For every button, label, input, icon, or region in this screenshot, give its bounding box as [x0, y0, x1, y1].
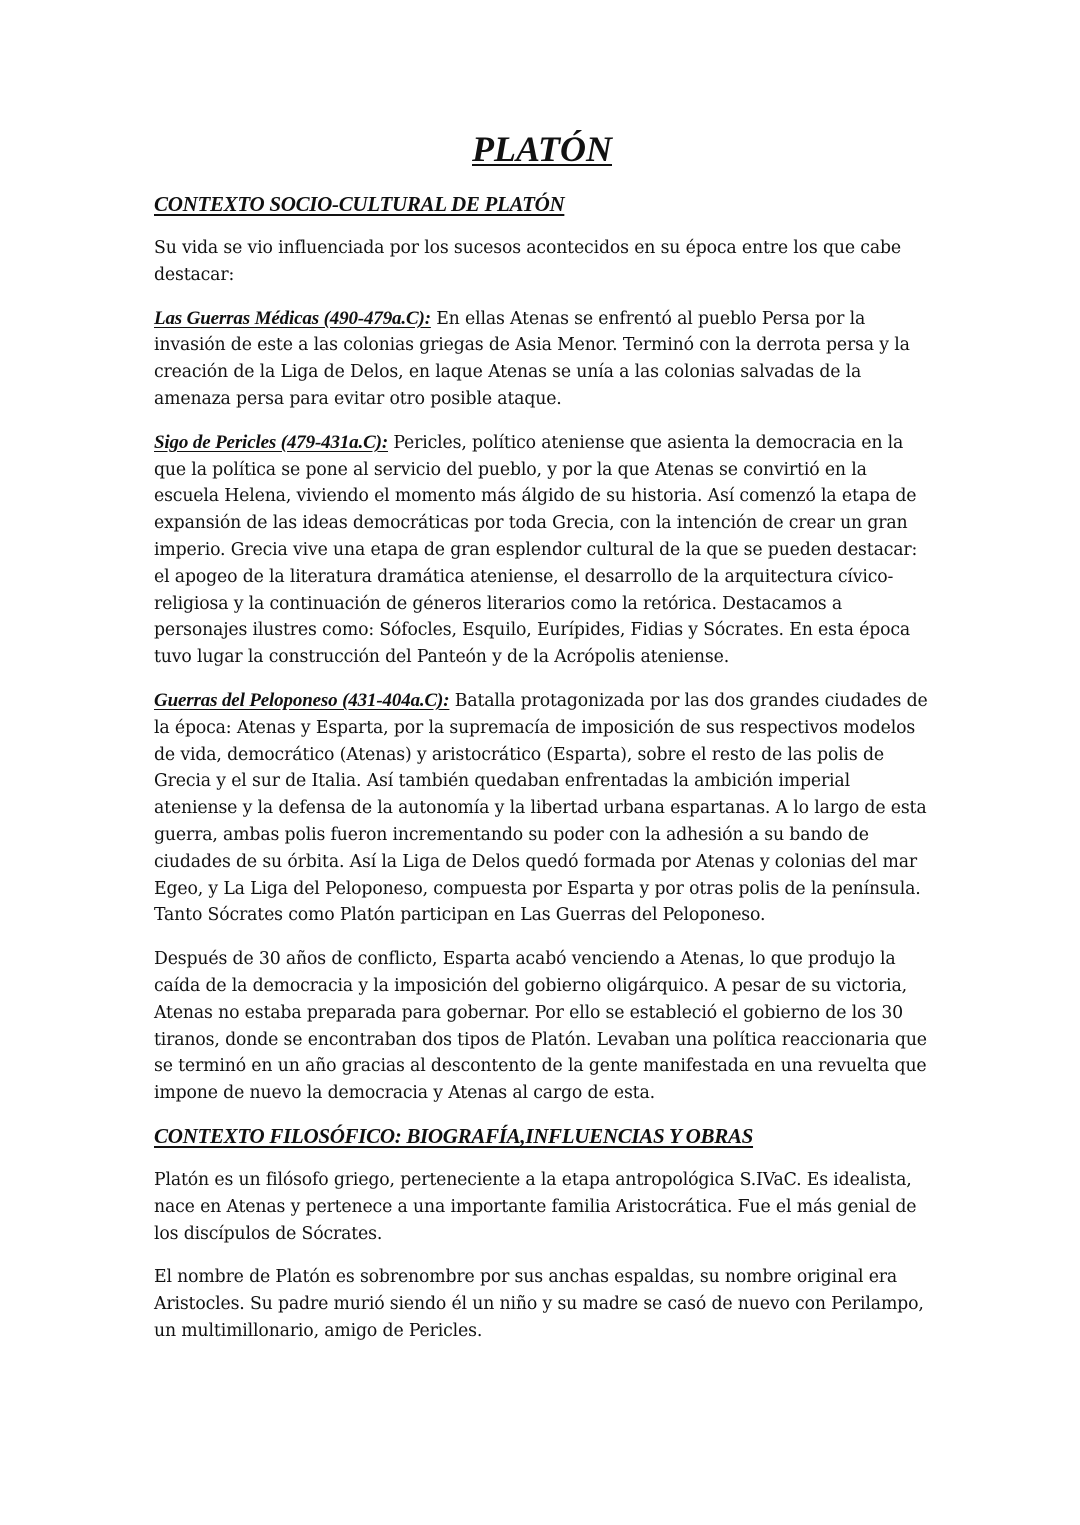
paragraph-peloponeso: [154, 688, 930, 929]
lead-peloponeso: Guerras del Peloponeso (431-404a.C):: [154, 689, 450, 711]
lead-pericles: Sigo de Pericles (479-431a.C):: [154, 431, 389, 453]
section-heading-filosofico: CONTEXTO FILOSÓFICO: BIOGRAFÍA,INFLUENCIAS Y OBRAS: [154, 1123, 754, 1148]
text-guerras-medicas: En ellas Atenas se enfrentó al pueblo Persa por la invasión de este a las colonias griegas de Asia Menor. Terminó con la derrota persa y la creación de la Liga de Delos, en laque Atenas se unía a las colonias salvadas de la amenaza persa para evitar otro posible ataque.: [154, 308, 910, 409]
text-pericles: Pericles, político ateniense que asienta la democracia en la que la política se pone al servicio del pueblo, y por la que Atenas se convirtió en la escuela Helena, viviendo el momento más álgido de su historia. Así comenzó la etapa de expansión de las ideas democráticas por toda Grecia, con la intención de crear un gran imperio. Grecia vive una etapa de gran esplendor cultural de la que se pueden destacar: el apogeo de la literatura dramática ateniense, el desarrollo de la arquitectura cívico-religiosa y la continuación de géneros literarios como la retórica. Destacamos a personajes ilustres como: Sófocles, Esquilo, Eurípides, Fidias y Sócrates. En esta época tuvo lugar la construcción del Panteón y de la Acrópolis ateniense.: [154, 432, 918, 668]
paragraph-despues: Después de 30 años de conflicto, Esparta acabó venciendo a Atenas, lo que produjo la caída de la democracia y la imposición del gobierno oligárquico. A pesar de su victoria, Atenas no estaba preparada para gobernar. Por ello se estableció el gobierno de los 30 tiranos, donde se encontraban dos tipos de Platón. Levaban una política reaccionaria que se terminó en un año gracias al descontento de la gente manifestada en una revuelta que impone de nuevo la democracia y Atenas al cargo de esta.: [154, 949, 927, 1104]
paragraph-guerras-medicas: [154, 306, 930, 413]
text-peloponeso: Batalla protagonizada por las dos grandes ciudades de la época: Atenas y Esparta, por la supremacía de imposición de sus respectivos modelos de vida, democrático (Atenas) y aristocrático (Esparta), sobre el resto de las polis de Grecia y el sur de Italia. Así también quedaban enfrentadas la ambición imperial ateniense y la defensa de la autonomía y la libertad urbana espartanas. A lo largo de esta guerra, ambas polis fueron incrementando su poder con la adhesión a su bando de ciudades de su órbita. Así la Liga de Delos quedó formada por Atenas y colonias del mar Egeo, y La Liga del Peloponeso, compuesta por Esparta y por otras polis de la península. Tanto Sócrates como Platón participan en Las Guerras del Peloponeso.: [154, 690, 928, 926]
paragraph-intro: Su vida se vio influenciada por los sucesos acontecidos en su época entre los que cabe destacar:: [154, 238, 901, 285]
section-heading-socio-cultural: CONTEXTO SOCIO-CULTURAL DE PLATÓN: [154, 192, 565, 216]
paragraph-platon-nombre: El nombre de Platón es sobrenombre por sus anchas espaldas, su nombre original era Aristocles. Su padre murió siendo él un niño y su madre se casó de nuevo con Perilampo, un multimillonario, amigo de Pericles.: [154, 1267, 924, 1341]
lead-guerras-medicas: Las Guerras Médicas (490-479a.C):: [154, 307, 431, 329]
page-title: PLATÓN: [472, 129, 612, 169]
paragraph-pericles: [154, 430, 930, 671]
paragraph-platon-bio: Platón es un filósofo griego, perteneciente a la etapa antropológica S.IVaC. Es idealista, nace en Atenas y pertenece a una importante familia Aristocrática. Fue el más genial de los discípulos de Sócrates.: [154, 1169, 917, 1244]
